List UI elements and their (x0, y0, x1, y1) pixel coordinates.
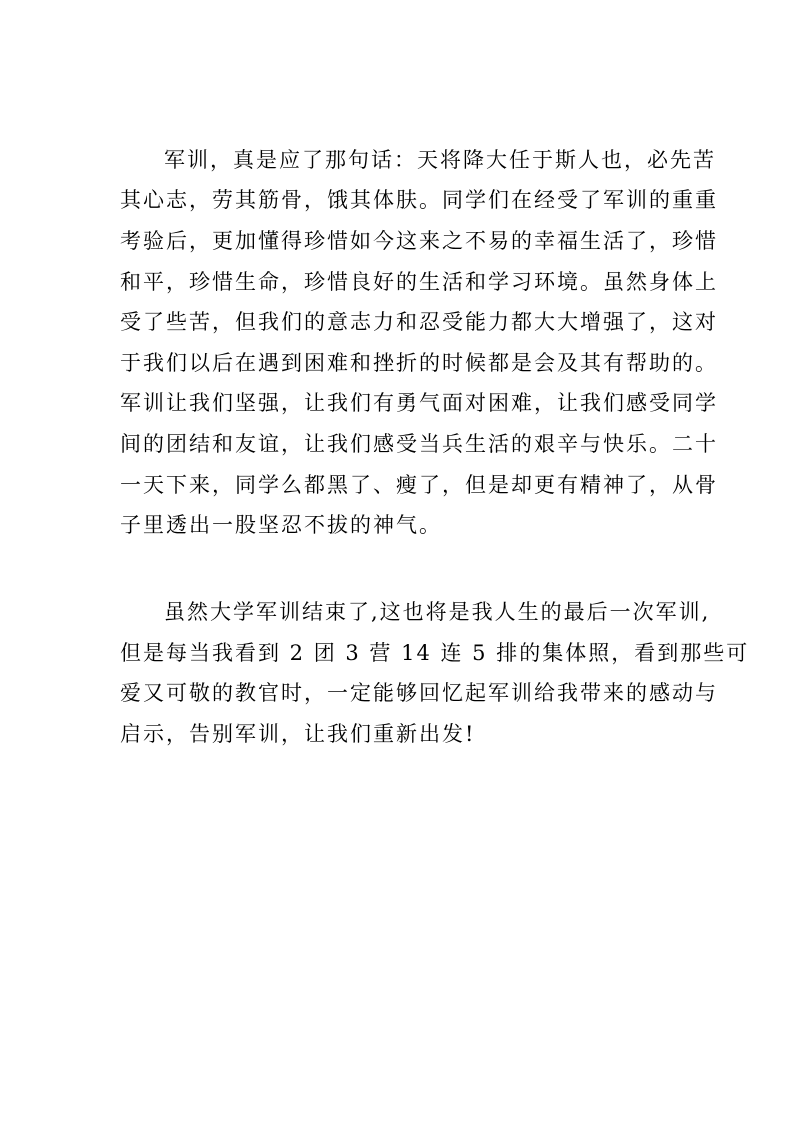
paragraph-1-line-3: 考验后，更加懂得珍惜如今这来之不易的幸福生活了，珍惜 (120, 229, 718, 253)
paragraph-1-line-4: 和平，珍惜生命，珍惜良好的生活和学习环境。虽然身体上 (120, 270, 718, 294)
paragraph-1-line-5: 受了些苦，但我们的意志力和忍受能力都大大增强了，这对 (120, 310, 718, 334)
paragraph-2-line-2: 但是每当我看到 2 团 3 营 14 连 5 排的集体照，看到那些可 (120, 641, 750, 665)
paragraph-1-line-8: 间的团结和友谊，让我们感受当兵生活的艰辛与快乐。二十 (120, 432, 718, 456)
paragraph-1-line-9: 一天下来，同学么都黑了、瘦了，但是却更有精神了，从骨 (120, 473, 718, 497)
paragraph-1-line-10: 子里透出一股坚忍不拔的神气。 (120, 513, 442, 537)
paragraph-2-line-3: 爱又可敬的教官时，一定能够回忆起军训给我带来的感动与 (120, 681, 718, 705)
paragraph-1-line-2: 其心志，劳其筋骨，饿其体肤。同学们在经受了军训的重重 (120, 188, 718, 212)
paragraph-1-line-1: 军训，真是应了那句话：天将降大任于斯人也，必先苦 (164, 148, 716, 172)
paragraph-2-line-1: 虽然大学军训结束了,这也将是我人生的最后一次军训, (164, 600, 711, 624)
paragraph-2-line-4: 启示，告别军训，让我们重新出发! (120, 722, 476, 746)
paragraph-1-line-6: 于我们以后在遇到困难和挫折的时候都是会及其有帮助的。 (120, 351, 718, 375)
paragraph-1-line-7: 军训让我们坚强，让我们有勇气面对困难，让我们感受同学 (120, 391, 718, 415)
